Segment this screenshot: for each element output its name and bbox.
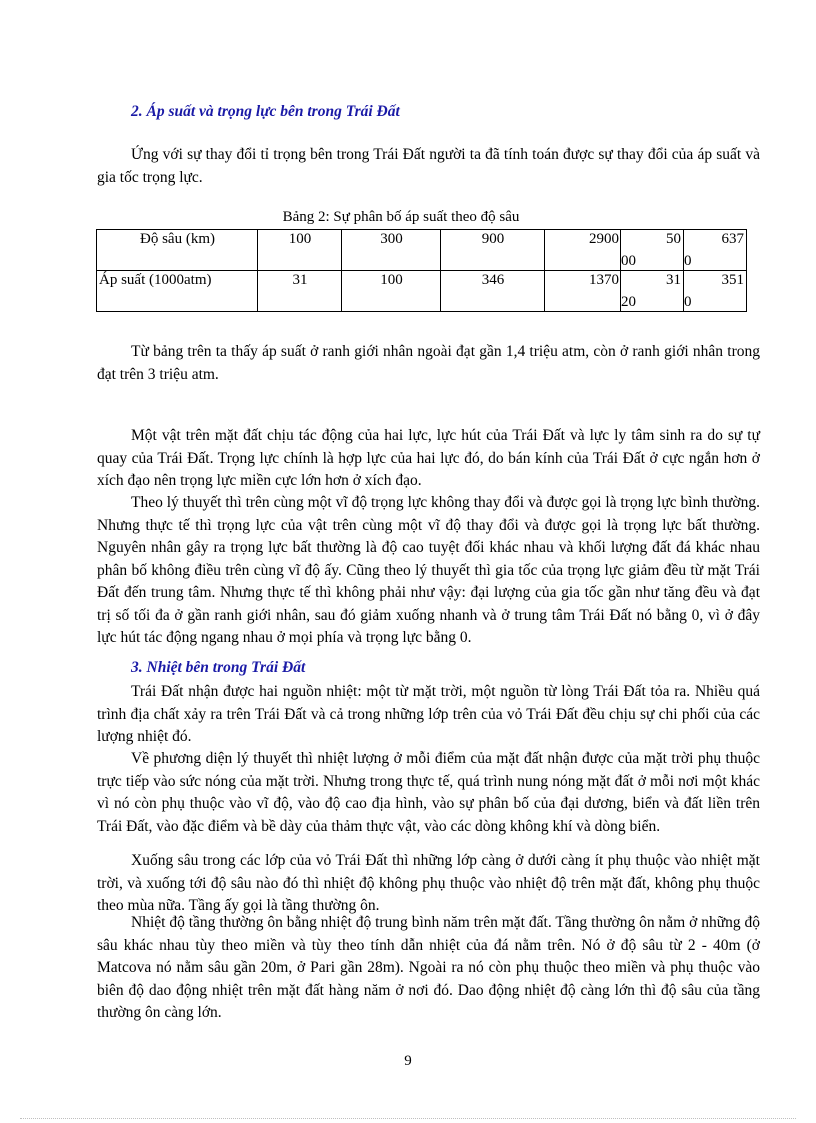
cell-bottom: 20 bbox=[621, 294, 636, 310]
cell-top: 637 bbox=[721, 231, 744, 247]
table-cell: 1370 bbox=[545, 271, 621, 312]
table-cell-split bbox=[621, 230, 684, 271]
table-cell: 2900 bbox=[545, 230, 621, 271]
cell-top: 351 bbox=[721, 272, 744, 288]
heat-paragraph: Về phương diện lý thuyết thì nhiệt lượng ở mỗi điểm của mặt đất nhận được của mặt trời phụ thuộc trực tiếp vào sức nóng của mặt trời. Nhưng trong thực tế, quá trình nung nóng mặt đất ở mỗi nơi một khác vì nó còn phụ thuộc vào vĩ độ, vào độ cao địa hình, vào sự phân bố của đại dương, biển và đất liền trên Trái Đất, vào đặc điểm và bề dày của thảm thực vật, vào các dòng không khí và dòng biển. bbox=[97, 750, 760, 835]
heat-paragraph: Trái Đất nhận được hai nguồn nhiệt: một từ mặt trời, một nguồn từ lòng Trái Đất tỏa ra. Nhiều quá trình địa chất xảy ra trên Trái Đất và cả trong những lớp trên của vỏ Trái Đất đều chịu sự chi phối của các lượng nhiệt đó. bbox=[97, 683, 760, 745]
table-caption: Bảng 2: Sự phân bố áp suất theo độ sâu bbox=[282, 209, 520, 225]
cell-bottom: 0 bbox=[684, 294, 692, 310]
table-cell-split bbox=[684, 230, 747, 271]
table-cell: 100 bbox=[258, 230, 342, 271]
section-2-heading: 2. Áp suất và trọng lực bên trong Trái Đất bbox=[131, 103, 400, 120]
heat-paragraph: Nhiệt độ tầng thường ôn bằng nhiệt độ trung bình năm trên mặt đất. Tầng thường ôn nằm ở những độ sâu khác nhau tùy theo miền và tùy theo tính dẫn nhiệt của đá nằm trên. Nó ở độ sâu từ 2 - 40m (ở Matcova nó nằm sâu gần 20m, ở Pari gần 28m). Ngoài ra nó còn phụ thuộc theo miền và phụ thuộc vào biên độ dao động nhiệt trên mặt đất hàng năm ở nơi đó. Dao động nhiệt độ càng lớn thì độ sâu của tầng thường ôn càng lớn. bbox=[97, 914, 760, 1021]
cell-bottom: 0 bbox=[684, 253, 692, 269]
table-cell: 900 bbox=[441, 230, 545, 271]
table-summary: Từ bảng trên ta thấy áp suất ở ranh giới nhân ngoài đạt gần 1,4 triệu atm, còn ở ranh giới nhân trong đạt trên 3 triệu atm. bbox=[97, 343, 760, 383]
table-cell: 31 bbox=[258, 271, 342, 312]
table-cell: 346 bbox=[441, 271, 545, 312]
table-cell: 100 bbox=[342, 271, 441, 312]
table-row bbox=[97, 271, 747, 312]
table-row bbox=[97, 230, 747, 271]
table-cell: 300 bbox=[342, 230, 441, 271]
row-label: Áp suất (1000atm) bbox=[97, 271, 258, 312]
cell-bottom: 00 bbox=[621, 253, 636, 269]
cell-top: 31 bbox=[666, 272, 681, 288]
table-cell-split bbox=[621, 271, 684, 312]
row-label: Độ sâu (km) bbox=[97, 230, 258, 271]
cell-top: 50 bbox=[666, 231, 681, 247]
section-3-heading: 3. Nhiệt bên trong Trái Đất bbox=[131, 659, 306, 676]
table-cell-split bbox=[684, 271, 747, 312]
gravity-paragraph: Theo lý thuyết thì trên cùng một vĩ độ trọng lực không thay đổi và được gọi là trọng lực bình thường. Nhưng thực tế thì trọng lực của vật trên cùng một vĩ độ thay đổi và được gọi là trọng lực bất thường. Nguyên nhân gây ra trọng lực bất thường là độ cao tuyệt đối khác nhau và khối lượng đất đá khác nhau phân bố không điều trên cùng vĩ độ ấy. Cũng theo lý thuyết thì gia tốc của trọng lực giảm đều từ mặt Trái Đất đến trung tâm. Nhưng thực tế thì không phải như vậy: đại lượng của gia tốc gần như tăng đều và đạt trị số tối đa ở gần ranh giới nhân, sau đó giảm xuống nhanh và ở trung tâm Trái Đất nó bằng 0, vì ở đây lực hút tác động ngang nhau ở mọi phía và trọng lực bằng 0. bbox=[97, 494, 760, 646]
heat-paragraph: Xuống sâu trong các lớp của vỏ Trái Đất thì những lớp càng ở dưới càng ít phụ thuộc vào nhiệt mặt trời, và xuống tới độ sâu nào đó thì nhiệt độ không phụ thuộc vào nhiệt độ trên mặt đất, không phụ thuộc theo mùa nữa. Tầng ấy gọi là tầng thường ôn. bbox=[97, 852, 760, 914]
page-number: 9 bbox=[404, 1053, 412, 1069]
section-2-intro: Ứng với sự thay đổi tỉ trọng bên trong Trái Đất người ta đã tính toán được sự thay đổi của áp suất và gia tốc trọng lực. bbox=[97, 146, 760, 186]
page-bottom-rule bbox=[20, 1118, 796, 1119]
pressure-table bbox=[96, 229, 747, 312]
gravity-paragraph: Một vật trên mặt đất chịu tác động của hai lực, lực hút của Trái Đất và lực ly tâm sinh ra do sự tự quay của Trái Đất. Trọng lực chính là hợp lực của hai lực đó, do bán kính của Trái Đất ở cực ngắn hơn ở xích đạo nên trọng lực miền cực lớn hơn ở xích đạo. bbox=[97, 427, 760, 489]
